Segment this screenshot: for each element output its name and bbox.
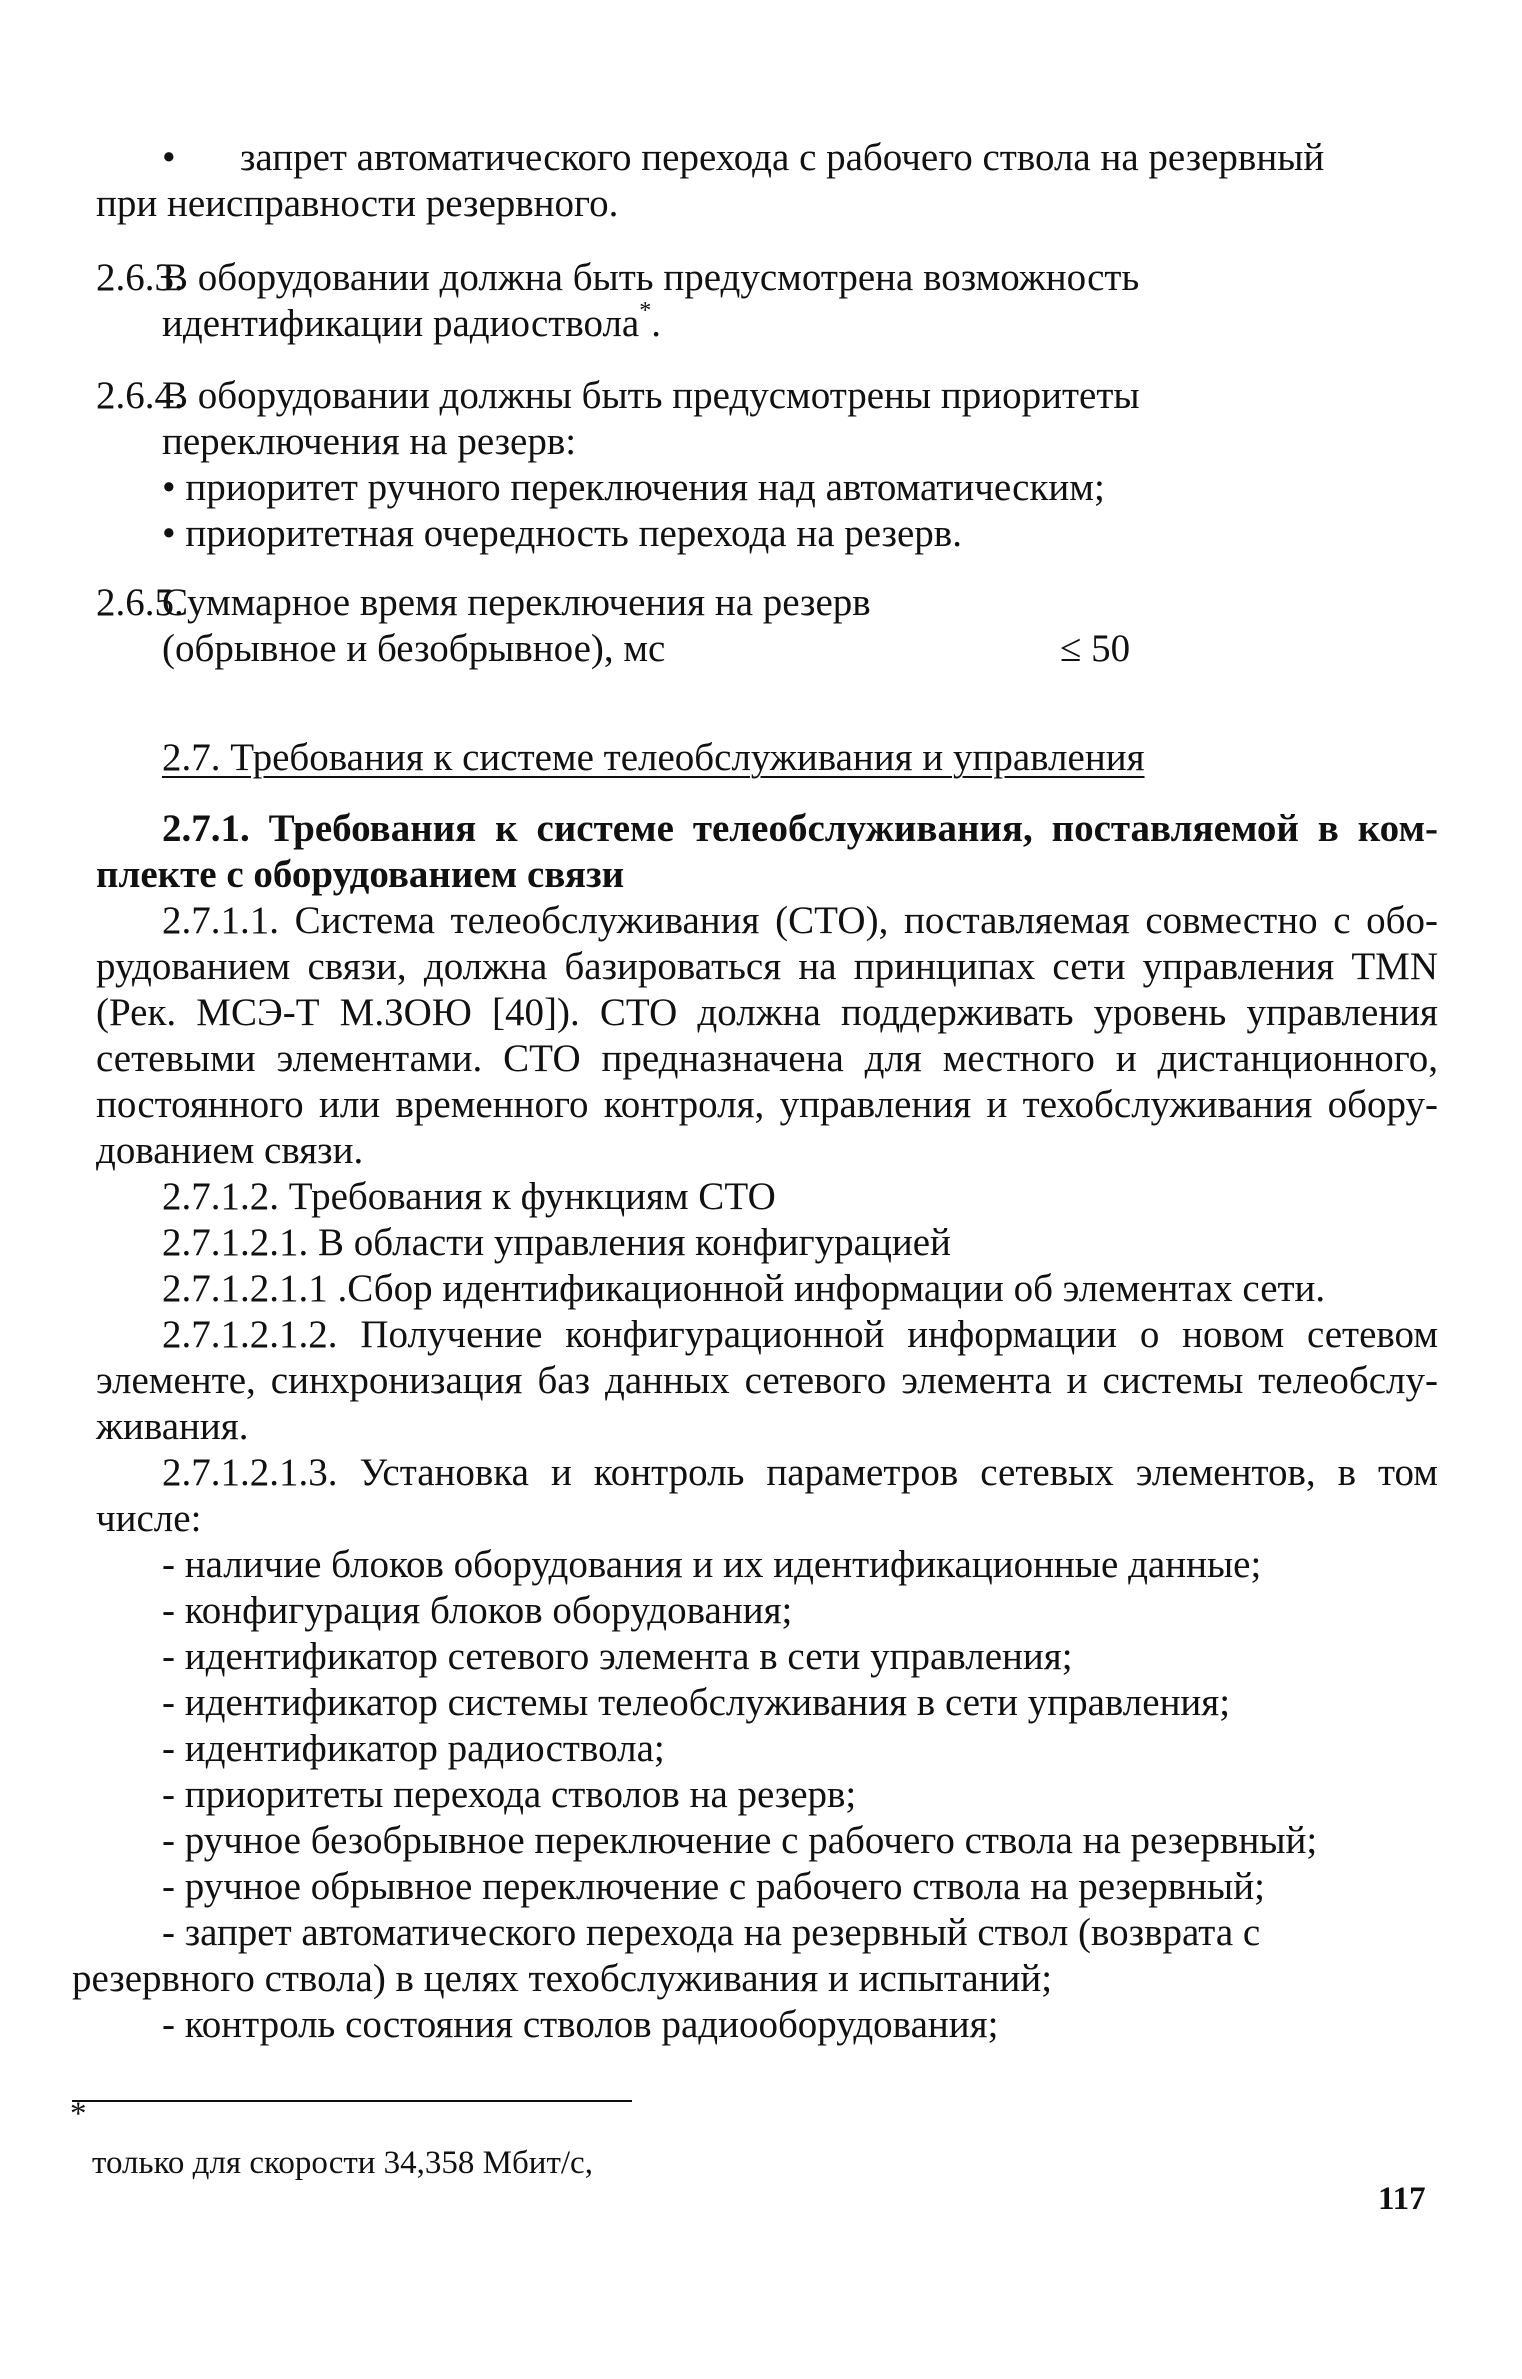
section-2-6-3-tail: . — [651, 302, 661, 345]
section-2-6-3-text: идентификации радиоствола — [162, 302, 640, 345]
paragraph-2-7-1-1-line-4: сетевыми элементами. СТО предназначена для местного и дистанционного, — [96, 1037, 1438, 1080]
dash-list-item-long-line-2: резервного ствола) в целях техобслуживания и испытаний; — [72, 1957, 1053, 2000]
dash-list-item-last: - контроль состояния стволов радиооборудования; — [162, 2003, 999, 2046]
section-heading-2-7-1-line-1: 2.7.1. Требования к системе телеобслуживания, поставляемой в ком- — [162, 807, 1438, 850]
section-2-6-3-line-2 — [162, 298, 661, 347]
paragraph-2-7-1-1-line-3: (Рек. МСЭ-Т М.ЗОЮ [40]). СТО должна поддерживать уровень управления — [96, 991, 1438, 1034]
paragraph-2-7-1-1-line-2: рудованием связи, должна базироваться на принципах сети управления TMN — [96, 945, 1438, 988]
section-heading-2-7: 2.7. Требования к системе телеобслуживания и управления — [162, 736, 1145, 779]
footnote-marker: * — [639, 298, 652, 324]
section-number-2-6-4: 2.6.4. — [96, 374, 184, 417]
dash-list-item: - идентификатор радиоствола; — [162, 1727, 665, 1770]
section-2-6-4-bullet-2: • приоритетная очередность перехода на резерв. — [162, 512, 962, 555]
intro-bullet-text: запрет автоматического перехода с рабочего ствола на резервный — [240, 136, 1325, 179]
section-2-6-5-line-2: (обрывное и безобрывное), мс — [162, 627, 666, 670]
dash-list-item: - конфигурация блоков оборудования; — [162, 1589, 793, 1632]
dash-list-item: - ручное обрывное переключение с рабочего ствола на резервный; — [162, 1865, 1265, 1908]
dash-list-item: - ручное безобрывное переключение с рабочего ствола на резервный; — [162, 1819, 1318, 1862]
section-2-6-4-line-2: переключения на резерв: — [162, 420, 577, 463]
page-number: 117 — [1378, 2181, 1426, 2217]
paragraph-2-7-1-1-line-5: постоянного или временного контроля, управления и техобслуживания обору- — [96, 1083, 1438, 1126]
dash-list-item: - приоритеты перехода стволов на резерв; — [162, 1773, 857, 1816]
dash-list-item: - идентификатор сетевого элемента в сети управления; — [162, 1635, 1073, 1678]
footnote-divider — [72, 2100, 632, 2102]
paragraph-2-7-1-1-line-1: 2.7.1.1. Система телеобслуживания (СТО), поставляемая совместно с обо- — [162, 899, 1438, 942]
intro-bullet-continuation: при неисправности резервного. — [96, 182, 619, 225]
section-2-6-4-line-1: В оборудовании должны быть предусмотрены приоритеты — [162, 374, 1140, 417]
paragraph-2-7-1-2: 2.7.1.2. Требования к функциям СТО — [162, 1175, 776, 1218]
paragraph-2-7-1-2-1-2-line-3: живания. — [96, 1405, 249, 1448]
footnote-marker-bottom: * — [70, 2096, 87, 2132]
paragraph-2-7-1-2-1-3-line-1: 2.7.1.2.1.3. Установка и контроль параметров сетевых элементов, в том — [162, 1451, 1438, 1494]
section-number-2-6-5: 2.6.5. — [96, 581, 184, 624]
dash-list-item: - идентификатор системы телеобслуживания в сети управления; — [162, 1681, 1231, 1724]
section-number-2-6-3: 2.6.3. — [96, 256, 184, 299]
section-heading-2-7-1-line-2: плекте с оборудованием связи — [96, 853, 625, 896]
paragraph-2-7-1-2-1-1: 2.7.1.2.1.1 .Сбор идентификационной информации об элементах сети. — [162, 1267, 1326, 1310]
dash-list-item-long-line-1: - запрет автоматического перехода на резервный ствол (возврата с — [162, 1911, 1261, 1954]
paragraph-2-7-1-2-1: 2.7.1.2.1. В области управления конфигурацией — [162, 1221, 951, 1264]
section-2-6-5-value: ≤ 50 — [1060, 627, 1131, 670]
paragraph-2-7-1-2-1-3-line-2: числе: — [96, 1497, 202, 1540]
section-2-6-5-line-1: Суммарное время переключения на резерв — [162, 581, 871, 624]
intro-bullet: • — [162, 136, 176, 179]
footnote-text: только для скорости 34,358 Мбит/с, — [92, 2145, 593, 2181]
paragraph-2-7-1-2-1-2-line-2: элементе, синхронизация баз данных сетевого элемента и системы телеобслу- — [96, 1359, 1438, 1402]
section-2-6-4-bullet-1: • приоритет ручного переключения над автоматическим; — [162, 466, 1105, 509]
paragraph-2-7-1-1-line-6: дованием связи. — [96, 1129, 364, 1172]
section-2-6-3-line-1: В оборудовании должна быть предусмотрена возможность — [162, 256, 1140, 299]
dash-list-item: - наличие блоков оборудования и их идентификационные данные; — [162, 1543, 1262, 1586]
paragraph-2-7-1-2-1-2-line-1: 2.7.1.2.1.2. Получение конфигурационной информации о новом сетевом — [162, 1313, 1438, 1356]
